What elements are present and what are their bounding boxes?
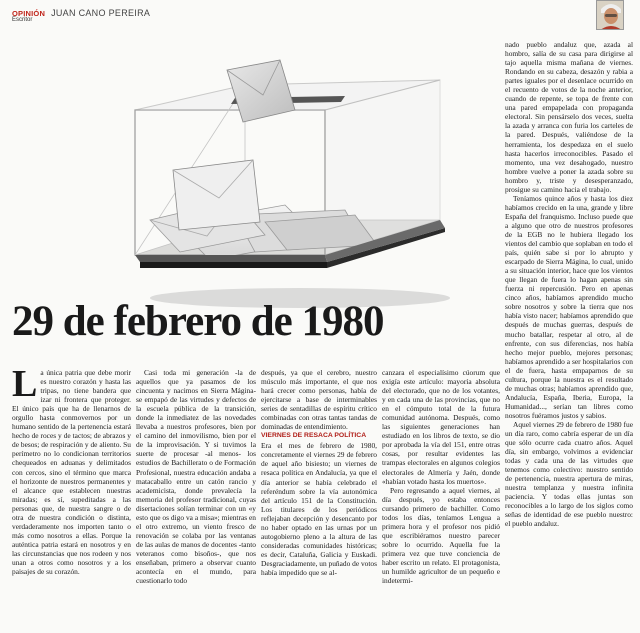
section-label: OPINIÓN xyxy=(12,9,46,18)
column-4 xyxy=(382,368,500,630)
paragraph: a única patria que debe morir es nuestro corazón y hasta las tripas, no tiene bandera que izar ni frontera que proteger. El único país que ha de llenarnos de orgullo hasta conmovernos por un humano sentido de la pertenencia estará hecho de roces y de tactos; de abrazos y de besos; de respiración y de aliento. Su perímetro no lo condicionan territorios chequeados en aduanas y delimitados con cercos, sino el término que marca el horizonte de nuestros permanentes y el alcance que establecen nuestras miradas; es sí, supeditadas a las personas que, de nuestra sangre o de otra de nuestra condición o distinta, verdaderamente nos importen tanto o más como nosotros a ellas. Porque la auténtica patria estará en nosotros y en las circunstancias que nos rodeen y nos unan a otros como nosotros y a los paisajes de su corazón. xyxy=(12,368,131,577)
paragraph: canzara el especialísimo cúorum que exigía este artículo: mayoría absoluta del electorado, que no de los votantes, y en cada una de las provincias, que no en el cómputo total de la futura comunidad autónoma. Después, como las siguientes generaciones han estudiado en los libros de texto, se dio por aprobada la vía del 151, entre otras cosas, por resultar evidentes las trampas electorales en algunos colegios electorales de Almería y Jaén, donde «habían votado hasta los muertos». xyxy=(382,368,500,486)
paragraph: Teníamos quince años y hasta los diez habíamos crecido en la una, grande y libre España del franquismo. Incluso puede que a alguno que otro de nuestros profesores de la EGB no le hubiera llegado los vientos del cambio que soplaban en todo el país, quién sabe si por lo abrupto y escarpado de Sierra Mágina, lo cual, unido a su situación interior, hace que los vientos que llegan de fuera lo hagan apenas sin fuerza ni repercusión. Pero en apenas cinco años, habíamos aprendido mucho sobre nosotros y sobre la tierra que nos había visto nacer; habíamos aprendido que después de muchas guerras, después de mucho batallar, respetar al otro, al de enfrente, con sus diferencias, nos había hecho mejor pueblo, mejores personas; habíamos aprendido a ser hospitalarios con el de fuera, hasta empaparnos de su cultura, porque la nuestra es el resultado de muchas otras; habíamos aprendido que, Andalucía, España, Iberia, Europa, la Humanidad..., serían tan libres como nosotros fuéramos justos y sabios. xyxy=(505,193,633,420)
drop-cap: L xyxy=(12,368,38,405)
column-1 xyxy=(12,368,131,630)
paragraph: Era el mes de febrero de 1980, concretamente el viernes 29 de febrero de aquel año bisiesto; un viernes de resaca política en Andalucía, ya que el día anterior se había celebrado el referéndum sobre la vía autonómica del artículo 151 de la Constitución. Los titulares de los periódicos reflejaban decepción y desencanto por no haber optado en las urnas por un autogobierno pleno a la altura de las consideradas comunidades históricas; es decir, Cataluña, Galicia y Euskadi. Desgraciadamente, un puñado de votos había impedido que se al- xyxy=(261,441,377,577)
column-2 xyxy=(136,368,256,630)
author-portrait xyxy=(596,0,624,30)
column-3 xyxy=(261,368,377,630)
headline: 29 de febrero de 1980 xyxy=(12,298,384,345)
paragraph: después, ya que el cerebro, nuestro músculo más importante, el que nos hará crecer como personas, había de ejercitarse a base de interminables series de sentadillas de espíritu crítico combinadas con otras tantas tandas de dominadas de entendimiento. xyxy=(261,368,377,432)
paragraph: Aquel viernes 29 de febrero de 1980 fue un día raro, como cabría esperar de un día que sólo ocurre cada cuatro años. Aquel día, sin embargo, volvimos a evidenciar todas y cada una de las virtudes que tenemos como colectivo: nuestro sentido de pertenencia, nuestra apertura de miras, nuestra templanza y nuestra infinita paciencia. Y todas ellas juntas son reconocibles a lo largo de los siglos como señas de identidad de ese pueblo nuestro: el pueblo andaluz. xyxy=(505,419,633,529)
paragraph: nado pueblo andaluz que, azada al hombro, salía de su casa para dirigirse al tajo aquella misma mañana de viernes. Rondando en su cabeza, desazón y rabia a partes iguales por el desenlace ocurrido en el recuento de votos de la noche anterior, cuando de repente, se topa de frente con una pared empapelada con propaganda electoral. Sin pensárselo dos veces, suelta la azada y arranca con furia los carteles de la pared. Después, valiéndose de la herramienta, los despedaza en el suelo hasta hacerlos irreconocibles. Pasado el momento, una vez desahogado, nuestro hombre vuelve a poner la azada sobre su hombro y, triste y desesperanzado, prosigue su camino hacia el trabajo. xyxy=(505,40,633,194)
paragraph: Casi toda mi generación -la de aquellos que ya pasamos de los cincuenta y nacimos en Sierra Mágina- se empapó de las virtudes y defectos de la escuela pública de la transición, donde la inmediatez de las novedades llevaba a nuestros profesores, bien por el camino del inmovilismo, bien por el de la improvisación. Y si tuvimos la suerte de procesar -al menos- los estudios de Bachillerato o de Formación Profesional, nuestra educación andaba a matacaballo entre un catón rancio y academicista, donde prevalecía la memoria del profesor tradicional, cuyas disertaciones solían terminar con un «y esto que os digo va a misa»; mientras en el otro extremo, un viento fresco de renovación se colaba por las ventanas de las aulas de manos de docentes -tanto veteranos como bisoños-, que nos enseñaban, primero a observar cuanto acontecía en el mundo, para cuestionarlo todo xyxy=(136,368,256,586)
subheading: VIERNES DE RESACA POLÍTICA xyxy=(261,432,367,440)
paragraph: Pero regresando a aquel viernes, al día después, yo estaba entonces cursando primero de bachiller. Como todos los días, teníamos Lengua a primera hora y el profesor nos pidió que escribiéramos nuestro parecer sobre lo ocurrido. Aquella fue la primera vez que tuve conciencia de haber escrito un relato. El protagonista, un humilde agricultor de un pequeño e indetermi- xyxy=(382,485,500,586)
ballot-box-image xyxy=(115,40,475,315)
column-5 xyxy=(505,40,633,630)
author-role: Escritor xyxy=(12,17,33,23)
page-header xyxy=(12,3,150,21)
author-name: JUAN CANO PEREIRA xyxy=(51,8,151,18)
